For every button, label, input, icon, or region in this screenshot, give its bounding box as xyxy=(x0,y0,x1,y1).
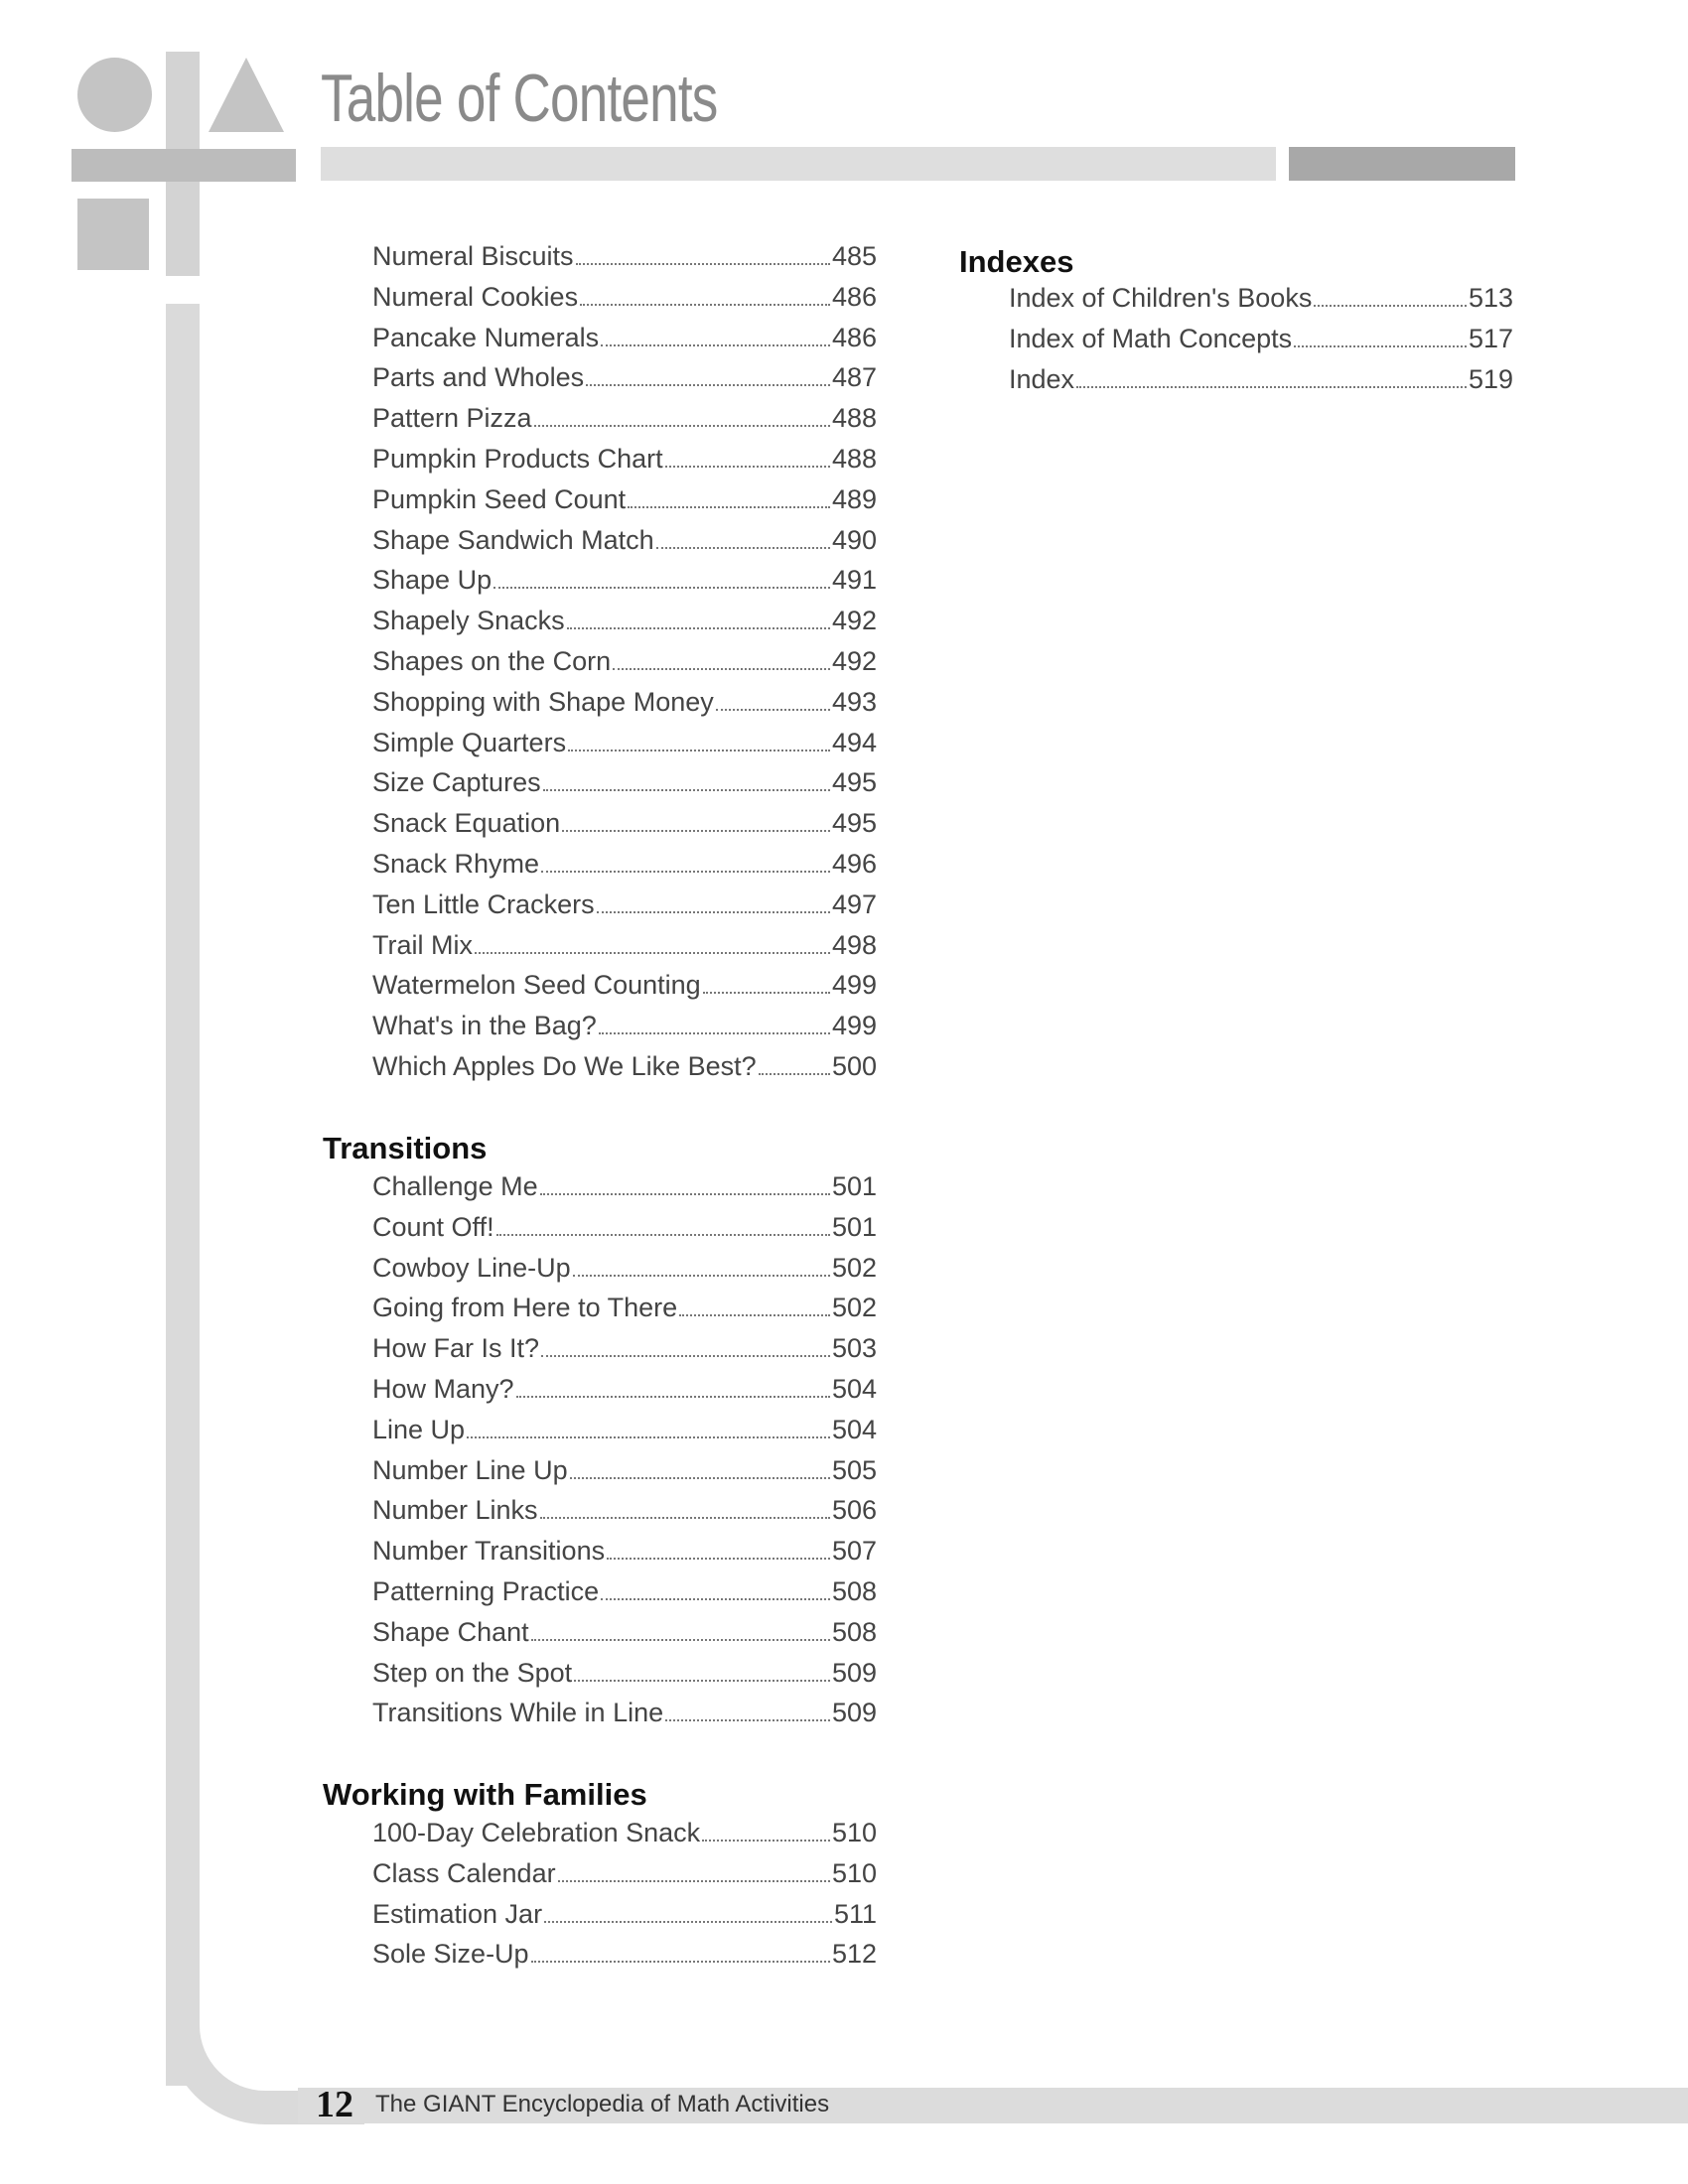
toc-entry-title: Pumpkin Seed Count xyxy=(372,483,627,514)
toc-entry-page: 497 xyxy=(831,888,877,919)
toc-entry-page: 509 xyxy=(831,1657,877,1688)
toc-entry[interactable] xyxy=(372,1818,877,1858)
toc-dot-leader xyxy=(573,1275,830,1277)
toc-entry-title: Index xyxy=(1009,363,1075,394)
toc-entry-page: 487 xyxy=(831,362,877,393)
toc-entry[interactable] xyxy=(372,849,877,889)
toc-entry[interactable] xyxy=(372,362,877,403)
toc-entry-title: Parts and Wholes xyxy=(372,362,585,393)
toc-dot-leader xyxy=(580,304,830,306)
toc-entry[interactable] xyxy=(372,525,877,566)
decor-gutter-bar xyxy=(166,304,200,2086)
toc-dot-leader xyxy=(541,1355,830,1357)
toc-list-families xyxy=(372,1818,877,1979)
toc-dot-leader xyxy=(665,1719,830,1721)
toc-entry[interactable] xyxy=(372,565,877,606)
toc-entry-title: Numeral Cookies xyxy=(372,281,579,312)
toc-entry-title: Numeral Biscuits xyxy=(372,241,574,271)
toc-entry-title: Pattern Pizza xyxy=(372,403,532,434)
toc-entry-title: Count Off! xyxy=(372,1211,494,1242)
toc-list-indexes xyxy=(1009,283,1513,404)
toc-entry[interactable] xyxy=(372,1212,877,1253)
toc-entry-title: Class Calendar xyxy=(372,1857,556,1888)
page-number: 12 xyxy=(316,2084,353,2125)
toc-entry[interactable] xyxy=(372,1171,877,1212)
toc-entry-page: 507 xyxy=(831,1536,877,1567)
toc-entry-title: Simple Quarters xyxy=(372,727,567,757)
toc-entry-page: 491 xyxy=(831,565,877,596)
toc-entry-page: 508 xyxy=(831,1575,877,1606)
toc-dot-leader xyxy=(628,506,830,508)
toc-dot-leader xyxy=(496,1234,830,1236)
toc-entry[interactable] xyxy=(372,646,877,687)
toc-dot-leader xyxy=(601,344,830,346)
toc-entry-page: 511 xyxy=(833,1898,877,1929)
toc-entry-page: 510 xyxy=(831,1818,877,1847)
section-heading-transitions: Transitions xyxy=(323,1131,488,1165)
toc-entry[interactable] xyxy=(372,1576,877,1617)
toc-dot-leader xyxy=(597,911,830,913)
toc-entry-title: Shape Chant xyxy=(372,1616,529,1647)
toc-entry[interactable] xyxy=(372,444,877,484)
toc-dot-leader xyxy=(541,871,830,873)
toc-entry[interactable] xyxy=(372,1536,877,1576)
toc-entry-page: 488 xyxy=(831,443,877,474)
toc-entry[interactable] xyxy=(1009,324,1513,364)
toc-entry-page: 504 xyxy=(831,1414,877,1444)
toc-entry-page: 486 xyxy=(831,322,877,352)
toc-entry-title: Shopping with Shape Money xyxy=(372,686,714,717)
toc-entry-title: Shapely Snacks xyxy=(372,606,565,636)
toc-entry[interactable] xyxy=(1009,283,1513,324)
toc-entry-title: Line Up xyxy=(372,1414,466,1444)
toc-entry[interactable] xyxy=(372,282,877,323)
toc-entry[interactable] xyxy=(372,241,877,282)
toc-entry[interactable] xyxy=(372,403,877,444)
toc-entry[interactable] xyxy=(372,1051,877,1092)
toc-entry-title: Challenge Me xyxy=(372,1171,538,1201)
page-title: Table of Contents xyxy=(321,61,718,136)
section-heading-indexes: Indexes xyxy=(959,244,1074,279)
toc-entry-title: Pumpkin Products Chart xyxy=(372,443,663,474)
toc-entry-page: 501 xyxy=(831,1171,877,1201)
toc-entry-page: 500 xyxy=(831,1050,877,1081)
toc-dot-leader xyxy=(702,1840,830,1842)
toc-dot-leader xyxy=(665,466,830,468)
title-rule-dark xyxy=(1289,147,1515,181)
toc-entry[interactable] xyxy=(372,687,877,728)
toc-entry-page: 501 xyxy=(831,1211,877,1242)
toc-dot-leader xyxy=(540,1193,830,1195)
toc-entry-page: 517 xyxy=(1468,323,1513,353)
decor-horizontal-bar xyxy=(71,149,296,182)
toc-entry-page: 512 xyxy=(831,1939,877,1970)
toc-entry[interactable] xyxy=(372,1939,877,1979)
toc-entry-title: How Far Is It? xyxy=(372,1333,540,1364)
toc-dot-leader xyxy=(467,1436,830,1438)
toc-entry[interactable] xyxy=(372,1858,877,1899)
toc-entry[interactable] xyxy=(372,808,877,849)
toc-entry-title: Number Links xyxy=(372,1495,538,1526)
toc-entry-title: Which Apples Do We Like Best? xyxy=(372,1050,757,1081)
toc-entry[interactable] xyxy=(372,1011,877,1051)
toc-dot-leader xyxy=(570,1477,830,1479)
toc-entry-page: 495 xyxy=(831,808,877,839)
title-rule-light xyxy=(321,147,1276,181)
toc-entry-title: 100-Day Celebration Snack xyxy=(372,1818,701,1847)
toc-dot-leader xyxy=(568,750,830,751)
toc-entry-title: Cowboy Line-Up xyxy=(372,1252,571,1283)
toc-dot-leader xyxy=(759,1073,830,1075)
toc-entry[interactable] xyxy=(372,970,877,1011)
decor-square-shape xyxy=(77,199,149,270)
toc-entry-page: 509 xyxy=(831,1698,877,1728)
toc-entry-title: Ten Little Crackers xyxy=(372,888,595,919)
toc-entry[interactable] xyxy=(372,1658,877,1699)
toc-entry[interactable] xyxy=(372,767,877,808)
toc-dot-leader xyxy=(679,1314,830,1316)
toc-entry-page: 494 xyxy=(831,727,877,757)
toc-entry-page: 489 xyxy=(831,483,877,514)
toc-entry-title: Size Captures xyxy=(372,767,541,798)
toc-entry[interactable] xyxy=(372,889,877,930)
toc-entry-title: Watermelon Seed Counting xyxy=(372,970,701,1001)
toc-dot-leader xyxy=(656,547,830,549)
toc-entry-title: What's in the Bag? xyxy=(372,1011,597,1041)
toc-entry-page: 493 xyxy=(831,686,877,717)
toc-entry[interactable] xyxy=(372,1253,877,1294)
toc-entry[interactable] xyxy=(372,1617,877,1658)
toc-entry[interactable] xyxy=(372,1333,877,1374)
toc-entry[interactable] xyxy=(372,930,877,971)
toc-entry-page: 499 xyxy=(831,970,877,1001)
toc-entry-title: Shapes on the Corn xyxy=(372,645,612,676)
toc-entry[interactable] xyxy=(372,1899,877,1940)
toc-dot-leader xyxy=(531,1961,830,1963)
toc-entry-page: 503 xyxy=(831,1333,877,1364)
toc-entry-title: How Many? xyxy=(372,1373,514,1404)
toc-entry-title: Snack Rhyme xyxy=(372,848,540,879)
book-title: The GIANT Encyclopedia of Math Activities xyxy=(375,2091,830,2117)
toc-dot-leader xyxy=(558,1880,830,1882)
toc-dot-leader xyxy=(543,789,830,791)
toc-dot-leader xyxy=(601,1598,830,1600)
toc-entry-title: Step on the Spot xyxy=(372,1657,573,1688)
toc-dot-leader xyxy=(1076,386,1467,388)
toc-dot-leader xyxy=(576,263,830,265)
toc-dot-leader xyxy=(716,709,830,711)
toc-entry-title: Snack Equation xyxy=(372,808,561,839)
toc-list-continued xyxy=(372,241,877,1092)
toc-entry-title: Shape Sandwich Match xyxy=(372,524,654,555)
toc-entry-page: 506 xyxy=(831,1495,877,1526)
toc-entry-title: Going from Here to There xyxy=(372,1293,678,1323)
toc-dot-leader xyxy=(586,384,830,386)
toc-entry-page: 490 xyxy=(831,524,877,555)
toc-entry-page: 492 xyxy=(831,606,877,636)
toc-entry[interactable] xyxy=(1009,364,1513,405)
toc-dot-leader xyxy=(613,668,830,670)
toc-entry-title: Shape Up xyxy=(372,565,492,596)
toc-dot-leader xyxy=(562,830,830,832)
toc-dot-leader xyxy=(1314,305,1467,307)
toc-entry[interactable] xyxy=(372,323,877,363)
toc-entry[interactable] xyxy=(372,728,877,768)
toc-list-transitions xyxy=(372,1171,877,1738)
toc-entry-title: Transitions While in Line xyxy=(372,1698,664,1728)
toc-entry[interactable] xyxy=(372,1415,877,1455)
toc-entry-page: 485 xyxy=(831,241,877,271)
toc-entry-page: 498 xyxy=(831,929,877,960)
toc-entry-page: 519 xyxy=(1468,363,1513,394)
toc-dot-leader xyxy=(703,992,830,994)
toc-entry[interactable] xyxy=(372,1455,877,1496)
toc-entry-page: 510 xyxy=(831,1857,877,1888)
toc-dot-leader xyxy=(574,1680,830,1682)
toc-dot-leader xyxy=(540,1517,830,1519)
toc-entry-title: Patterning Practice xyxy=(372,1575,600,1606)
toc-dot-leader xyxy=(607,1558,830,1560)
toc-dot-leader xyxy=(599,1032,830,1034)
toc-entry[interactable] xyxy=(372,1495,877,1536)
toc-entry-page: 492 xyxy=(831,645,877,676)
toc-dot-leader xyxy=(544,1921,832,1923)
decor-circle-shape xyxy=(77,58,152,132)
section-heading-families: Working with Families xyxy=(323,1777,647,1812)
toc-entry-page: 502 xyxy=(831,1293,877,1323)
toc-entry[interactable] xyxy=(372,1374,877,1415)
toc-entry[interactable] xyxy=(372,1698,877,1738)
toc-dot-leader xyxy=(534,425,830,427)
toc-entry-title: Estimation Jar xyxy=(372,1898,543,1929)
toc-dot-leader xyxy=(475,952,830,954)
toc-entry[interactable] xyxy=(372,1293,877,1333)
toc-entry-page: 496 xyxy=(831,848,877,879)
toc-entry-title: Sole Size-Up xyxy=(372,1939,529,1970)
decor-triangle-shape xyxy=(209,58,284,132)
toc-dot-leader xyxy=(493,587,830,589)
toc-entry-page: 495 xyxy=(831,767,877,798)
toc-entry-page: 488 xyxy=(831,403,877,434)
toc-entry-title: Number Line Up xyxy=(372,1454,568,1485)
toc-dot-leader xyxy=(531,1639,830,1641)
toc-dot-leader xyxy=(516,1396,830,1398)
toc-entry-page: 513 xyxy=(1468,283,1513,313)
toc-entry-title: Index of Children's Books xyxy=(1009,283,1313,313)
toc-entry-page: 505 xyxy=(831,1454,877,1485)
toc-entry-page: 499 xyxy=(831,1011,877,1041)
toc-entry-title: Trail Mix xyxy=(372,929,473,960)
toc-entry-title: Number Transitions xyxy=(372,1536,606,1567)
toc-entry-page: 502 xyxy=(831,1252,877,1283)
toc-entry[interactable] xyxy=(372,484,877,525)
toc-entry[interactable] xyxy=(372,606,877,646)
toc-dot-leader xyxy=(1294,345,1467,347)
toc-entry-page: 508 xyxy=(831,1616,877,1647)
toc-entry-title: Index of Math Concepts xyxy=(1009,323,1293,353)
toc-entry-page: 504 xyxy=(831,1373,877,1404)
toc-entry-page: 486 xyxy=(831,281,877,312)
toc-entry-title: Pancake Numerals xyxy=(372,322,600,352)
toc-dot-leader xyxy=(567,627,830,629)
